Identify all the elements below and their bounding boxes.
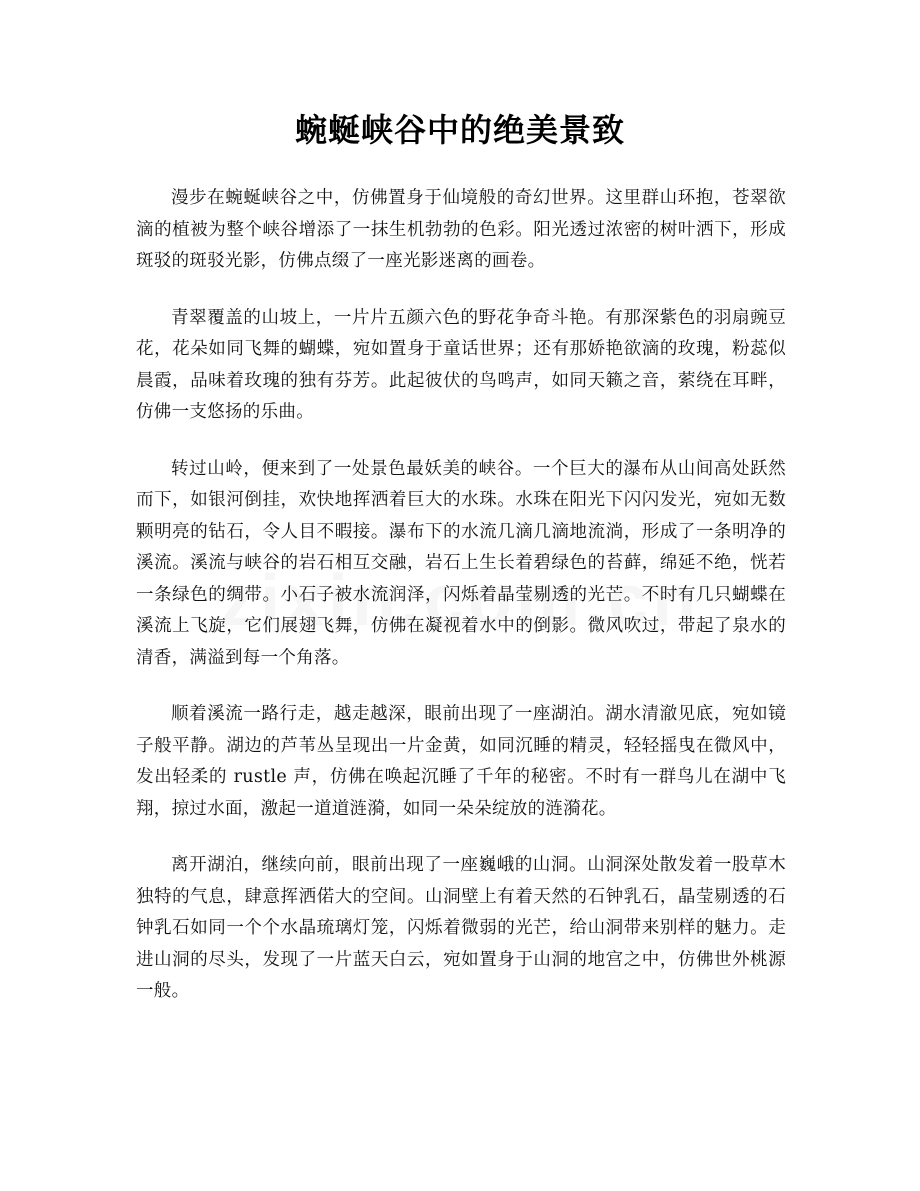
paragraph-3: 转过山岭，便来到了一处景色最妖美的峡谷。一个巨大的瀑布从山间高处跃然而下，如银河倒挂，欢快地挥洒着巨大的水珠。水珠在阳光下闪闪发光，宛如无数颗明亮的钻石，令人目不暇接。瀑布下的水流几滴几滴地流淌，形成了一条明净的溪流。溪流与峡谷的岩石相互交融，岩石上生长着碧绿色的苔藓，绵延不绝，恍若一条绿色的绸带。小石子被水流润泽，闪烁着晶莹剔透的光芒。不时有几只蝴蝶在溪流上飞旋，它们展翅飞舞，仿佛在凝视着水中的倒影。微风吹过，带起了泉水的清香，满溢到每一个角落。 [136,458,786,668]
paragraph-4: 顺着溪流一路行走，越走越深，眼前出现了一座湖泊。湖水清澈见底，宛如镜子般平静。湖边的芦苇丛呈现出一片金黄，如同沉睡的精灵，轻轻摇曳在微风中，发出轻柔的 rustle 声，仿佛在唤起沉睡了千年的秘密。不时有一群鸟儿在湖中飞翔，掠过水面，激起一道道涟漪，如同一朵朵绽放的涟漪花。 [136,704,786,819]
paragraph-1: 漫步在蜿蜒峡谷之中，仿佛置身于仙境般的奇幻世界。这里群山环抱，苍翠欲滴的植被为整个峡谷增添了一抹生机勃勃的色彩。阳光透过浓密的树叶洒下，形成斑驳的斑驳光影，仿佛点缀了一座光影迷离的画卷。 [136,188,786,271]
paragraph-5: 离开湖泊，继续向前，眼前出现了一座巍峨的山洞。山洞深处散发着一股草木独特的气息，肆意挥洒偌大的空间。山洞壁上有着天然的石钟乳石，晶莹剔透的石钟乳石如同一个个水晶琉璃灯笼，闪烁着微弱的光芒，给山洞带来别样的魅力。走进山洞的尽头，发现了一片蓝天白云，宛如置身于山洞的地宫之中，仿佛世外桃源一般。 [136,855,786,1001]
page-title: 蜿蜒峡谷中的绝美景致 [294,111,625,149]
paragraph-2: 青翠覆盖的山坡上，一片片五颜六色的野花争奇斗艳。有那深紫色的羽扇豌豆花，花朵如同飞舞的蝴蝶，宛如置身于童话世界；还有那娇艳欲滴的玫瑰，粉蕊似晨霞，品味着玫瑰的独有芬芳。此起彼伏的鸟鸣声，如同天籁之音，萦绕在耳畔，仿佛一支悠扬的乐曲。 [136,307,786,422]
document-body [136,183,786,1033]
